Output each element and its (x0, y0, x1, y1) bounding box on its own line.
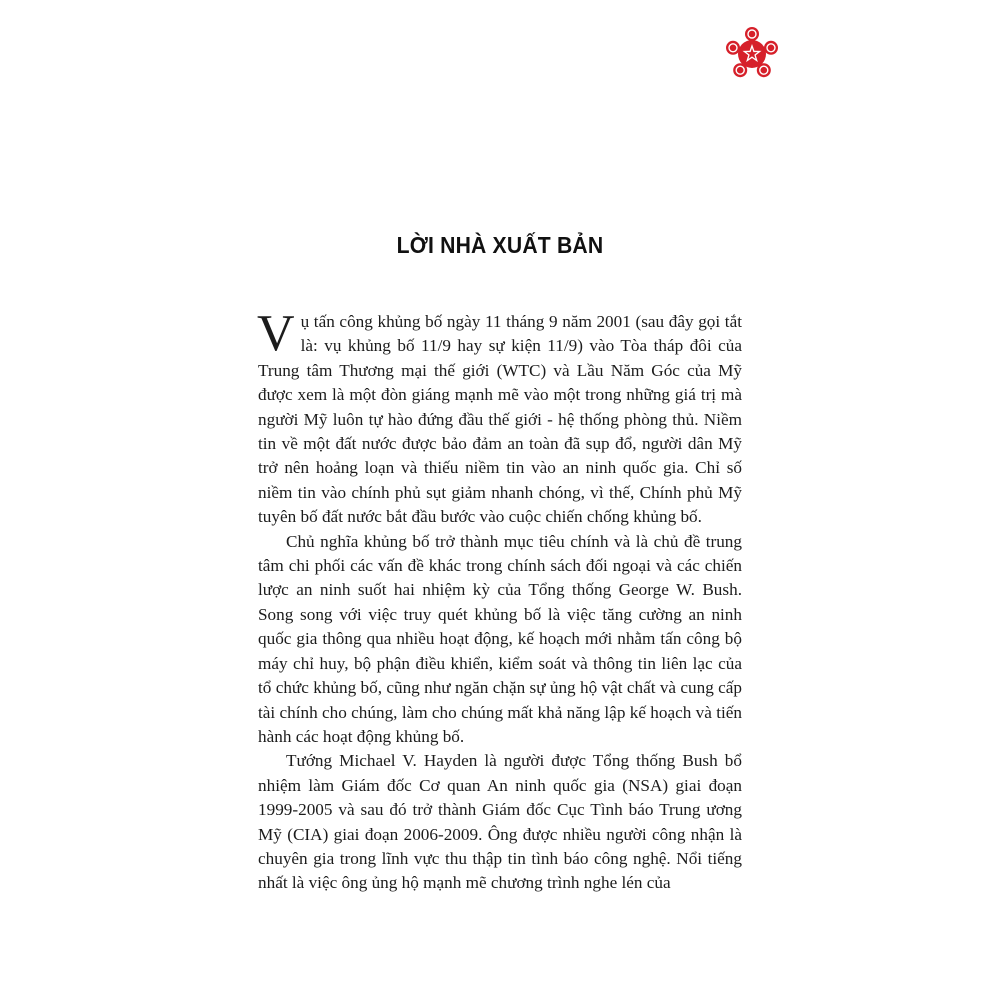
chapter-title: LỜI NHÀ XUẤT BẢN (396, 232, 604, 258)
publisher-logo (722, 24, 782, 84)
paragraph-1 (257, 305, 742, 530)
paragraph-3: Tướng Michael V. Hayden là người được Tổng thống Bush bổ nhiệm làm Giám đốc Cơ quan An ninh quốc gia (NSA) giai đoạn 1999-2005 và sau đó trở thành Giám đốc Cục Tình báo Trung ương Mỹ (CIA) giai đoạn 2006-2009. Ông được nhiều người công nhận là chuyên gia trong lĩnh vực thu thập tin tình báo công nghệ. Nổi tiếng nhất là việc ông ủng hộ mạnh mẽ chương trình nghe lén của (258, 751, 742, 893)
drop-cap: V (257, 305, 295, 362)
star-emblem-icon (722, 24, 782, 84)
paragraph-2: Chủ nghĩa khủng bố trở thành mục tiêu chính và là chủ đề trung tâm chi phối các vấn đề khác trong chính sách đối ngoại và các chiến lược an ninh suốt hai nhiệm kỳ của Tổng thống George W. Bush. Song song với việc truy quét khủng bố là việc tăng cường an ninh quốc gia thông qua nhiều hoạt động, kế hoạch mới nhằm tấn công bộ máy chỉ huy, bộ phận điều khiển, kiểm soát và thông tin liên lạc của tổ chức khủng bố, cũng như ngăn chặn sự ủng hộ vật chất và cung cấp tài chính cho chúng, làm cho chúng mất khả năng lập kế hoạch và tiến hành các hoạt động khủng bố. (258, 531, 742, 746)
body-text (257, 305, 742, 896)
paragraph-1-text: ụ tấn công khủng bố ngày 11 tháng 9 năm 2001 (sau đây gọi tắt là: vụ khủng bố 11/9 hay sự kiện 11/9) vào Tòa tháp đôi của Trung tâm Thương mại thế giới (WTC) và Lầu Năm Góc của Mỹ được xem là một đòn giáng mạnh mẽ vào một trong những giá trị mà người Mỹ luôn tự hào đứng đầu thế giới - hệ thống phòng thủ. Niềm tin về một đất nước được bảo đảm an toàn đã sụp đổ, người dân Mỹ trở nên hoảng loạn và thiếu niềm tin vào an ninh quốc gia. Chỉ số niềm tin vào chính phủ sụt giảm nhanh chóng, vì thế, Chính phủ Mỹ tuyên bố đất nước bắt đầu bước vào cuộc chiến chống khủng bố. (258, 312, 742, 527)
